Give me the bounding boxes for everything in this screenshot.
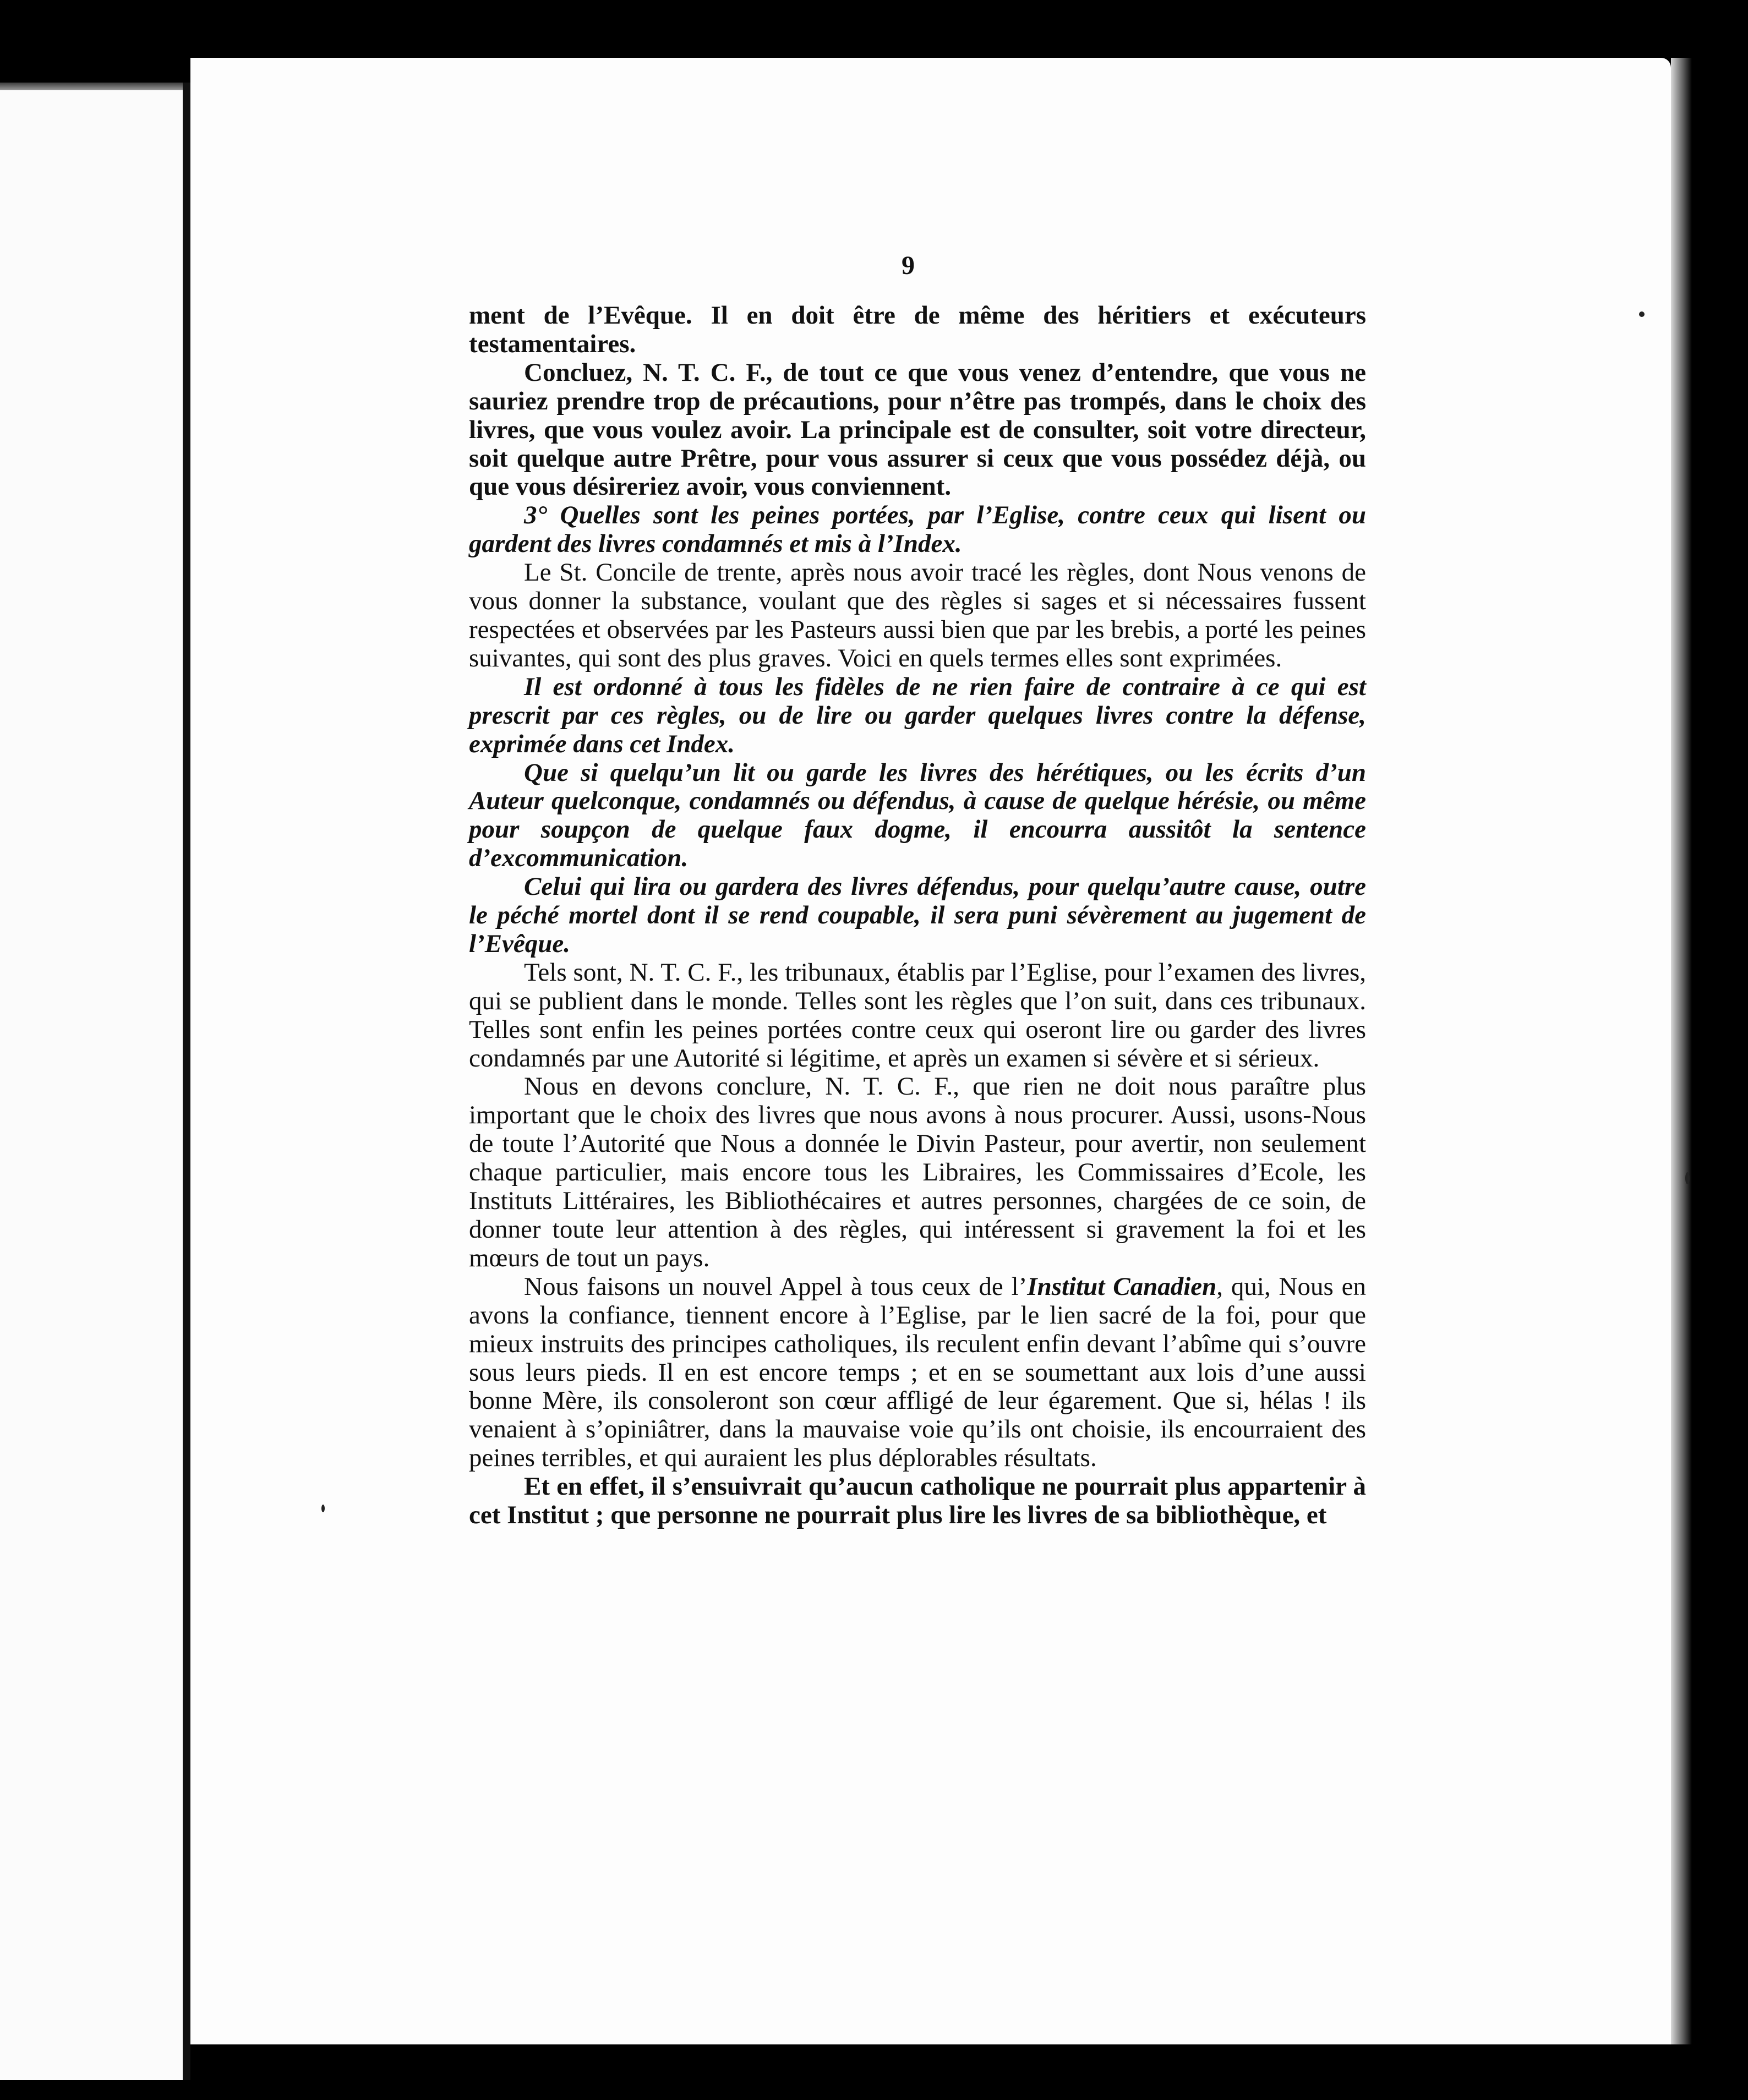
paragraph: Et en effet, il s’ensuivrait qu’aucun catholique ne pourrait plus appartenir à cet Institut ; que personne ne pourrait plus lire les livres de sa bibliothèque, et	[469, 1472, 1366, 1530]
paragraph: Concluez, N. T. C. F., de tout ce que vous venez d’entendre, que vous ne sauriez prendre trop de précautions, pour n’être pas trompés, dans le choix des livres, que vous voulez avoir. La principale est de consulter, soit votre directeur, soit quelque autre Prêtre, pour vous assurer si ceux que vous possédez déjà, ou que vous désireriez avoir, vous conviennent.	[469, 358, 1366, 501]
page-shadow	[1671, 58, 1692, 2044]
body-text	[469, 302, 1366, 1530]
paragraph-text: , qui, Nous en avons la confiance, tiennent encore à l’Eglise, par le lien sacré de la foi, pour que mieux instruits des principes catholiques, ils reculent enfin devant l’abîme qui s’ouvre sous leurs pieds. Il en est encore temps ; et en se soumettant aux lois d’une aussi bonne Mère, ils consoleront son cœur affligé de leur égarement. Que si, hélas ! ils venaient à s’opiniâtrer, dans la mauvaise voie qu’ils ont choisie, ils encourraient des peines terribles, et qui auraient les plus déplorables résultats.	[469, 1272, 1367, 1473]
paragraph: ment de l’Evêque. Il en doit être de même des héritiers et exécuteurs testamentaires.	[469, 301, 1366, 358]
quoted-decree: Que si quelqu’un lit ou garde les livres des hérétiques, ou les écrits d’un Auteur quelconque, condamnés ou défendus, à cause de quelque hérésie, ou même pour soupçon de quelque faux dogme, il encourra aussitôt la sentence d’excommunication.	[469, 758, 1366, 873]
paragraph-text: Nous faisons un nouvel Appel à tous ceux de l’	[524, 1272, 1028, 1301]
paragraph: Nous en devons conclure, N. T. C. F., que rien ne doit nous paraître plus important que le choix des livres que nous avons à nous procurer. Aussi, usons-Nous de toute l’Autorité que Nous a donnée le Divin Pasteur, pour avertir, non seulement chaque particulier, mais encore tous les Libraires, les Commissaires d’Ecole, les Instituts Littéraires, les Bibliothécaires et autres personnes, chargées de ce soin, de donner toute leur attention à des règles, qui intéressent si gravement la foi et les mœurs de tout un pays.	[469, 1072, 1366, 1272]
ink-speck	[1639, 311, 1645, 317]
paragraph: Tels sont, N. T. C. F., les tribunaux, établis par l’Eglise, pour l’examen des livres, qui se publient dans le monde. Telles sont les règles que l’on suit, dans ces tribunaux. Telles sont enfin les peines portées contre ceux qui oseront lire ou garder des livres condamnés par une Autorité si légitime, et après un examen si sévère et si sérieux.	[469, 958, 1366, 1073]
quoted-decree: Il est ordonné à tous les fidèles de ne rien faire de contraire à ce qui est prescrit par ces règles, ou de lire ou garder quelques livres contre la défense, exprimée dans cet Index.	[469, 672, 1366, 758]
ink-speck	[321, 1505, 325, 1512]
previous-page-edge	[0, 83, 183, 2080]
institute-name: Institut Canadien	[1027, 1272, 1217, 1301]
book-gutter	[183, 83, 190, 2080]
paragraph	[469, 1273, 1366, 1473]
quoted-decree: Celui qui lira ou gardera des livres défendus, pour quelqu’autre cause, outre le péché mortel dont il se rend coupable, il sera puni sévèrement au jugement de l’Evêque.	[469, 872, 1366, 958]
page-number: 9	[902, 251, 915, 280]
previous-page-top-border	[0, 83, 183, 90]
paragraph: Le St. Concile de trente, après nous avoir tracé les règles, dont Nous venons de vous donner la substance, voulant que des règles si sages et si nécessaires fussent respectées et observées par les Pasteurs aussi bien que par les brebis, a porté les peines suivantes, qui sont des plus graves. Voici en quels termes elles sont exprimées.	[469, 558, 1366, 672]
section-heading: 3° Quelles sont les peines portées, par l’Eglise, contre ceux qui lisent ou gardent des livres condamnés et mis à l’Index.	[469, 501, 1366, 559]
ink-speck	[1685, 1172, 1690, 1184]
